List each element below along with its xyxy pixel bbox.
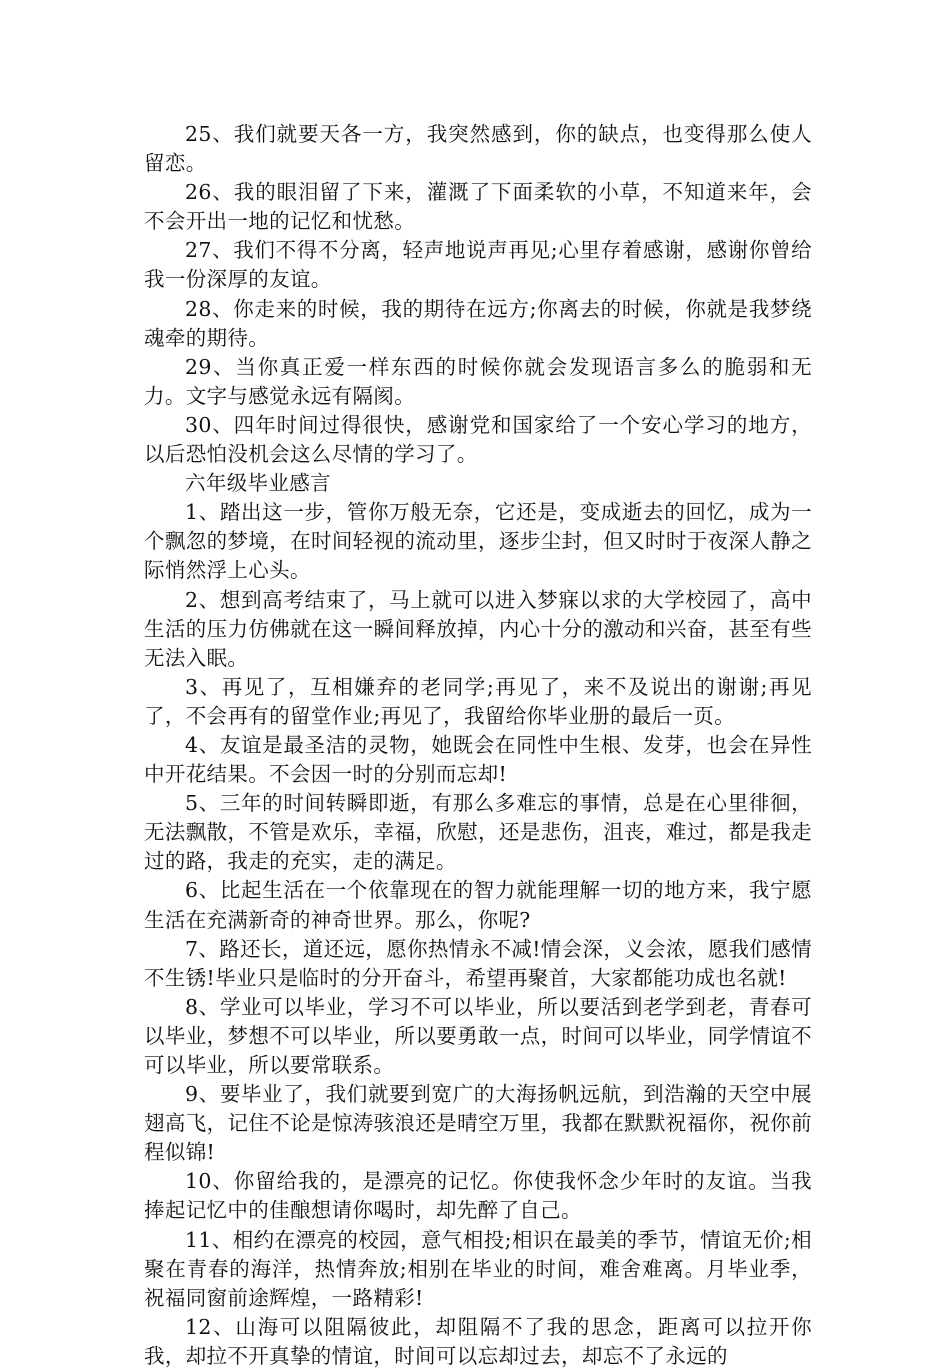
paragraph-1: 1、踏出这一步，管你万般无奈，它还是，变成逝去的回忆，成为一个飘忽的梦境，在时间轻视的流动里，逐步尘封，但又时时于夜深人静之际悄然浮上心头。	[144, 500, 812, 583]
document-page	[144, 120, 812, 1371]
paragraph-9: 9、要毕业了，我们就要到宽广的大海扬帆远航，到浩瀚的天空中展翅高飞，记住不论是惊涛骇浪还是晴空万里，我都在默默祝福你，祝你前程似锦!	[144, 1082, 812, 1165]
paragraph-10: 10、你留给我的，是漂亮的记忆。你使我怀念少年时的友谊。当我捧起记忆中的佳酿想请你喝时，却先醉了自己。	[144, 1169, 812, 1223]
paragraph-5: 5、三年的时间转瞬即逝，有那么多难忘的事情，总是在心里徘徊，无法飘散，不管是欢乐，幸福，欣慰，还是悲伤，沮丧，难过，都是我走过的路，我走的充实，走的满足。	[144, 791, 812, 874]
paragraph-8: 8、学业可以毕业，学习不可以毕业，所以要活到老学到老，青春可以毕业，梦想不可以毕业，所以要勇敢一点，时间可以毕业，同学情谊不可以毕业，所以要常联系。	[144, 994, 812, 1077]
paragraph-27: 27、我们不得不分离，轻声地说声再见;心里存着感谢，感谢你曾给我一份深厚的友谊。	[144, 238, 812, 292]
paragraph-25: 25、我们就要天各一方，我突然感到，你的缺点，也变得那么使人留恋。	[144, 122, 812, 176]
paragraph-29: 29、当你真正爱一样东西的时候你就会发现语言多么的脆弱和无力。文字与感觉永远有隔阂。	[144, 354, 812, 408]
paragraph-3: 3、再见了，互相嫌弃的老同学;再见了，来不及说出的谢谢;再见了，不会再有的留堂作业;再见了，我留给你毕业册的最后一页。	[144, 674, 812, 728]
paragraph-7: 7、路还长，道还远，愿你热情永不减!情会深，义会浓，愿我们感情不生锈!毕业只是临时的分开奋斗，希望再聚首，大家都能功成也名就!	[144, 936, 812, 990]
paragraph-28: 28、你走来的时候，我的期待在远方;你离去的时候，你就是我梦绕魂牵的期待。	[144, 296, 812, 350]
paragraph-6: 6、比起生活在一个依靠现在的智力就能理解一切的地方来，我宁愿生活在充满新奇的神奇世界。那么，你呢?	[144, 878, 812, 932]
paragraph-12: 12、山海可以阻隔彼此，却阻隔不了我的思念，距离可以拉开你我，却拉不开真挚的情谊，时间可以忘却过去，却忘不了永远的	[144, 1314, 812, 1368]
paragraph-30: 30、四年时间过得很快，感谢党和国家给了一个安心学习的地方，以后恐怕没机会这么尽情的学习了。	[144, 412, 812, 467]
paragraph-11: 11、相约在漂亮的校园，意气相投;相识在最美的季节，情谊无价;相聚在青春的海洋，热情奔放;相别在毕业的时间，难舍难离。月毕业季，祝福同窗前途辉煌，一路精彩!	[144, 1227, 812, 1310]
paragraph-26: 26、我的眼泪留了下来，灌溉了下面柔软的小草，不知道来年，会不会开出一地的记忆和忧愁。	[144, 180, 812, 234]
paragraph-4: 4、友谊是最圣洁的灵物，她既会在同性中生根、发芽，也会在异性中开花结果。不会因一时的分别而忘却!	[144, 732, 812, 787]
section-heading: 六年级毕业感言	[185, 471, 331, 496]
paragraph-2: 2、想到高考结束了，马上就可以进入梦寐以求的大学校园了，高中生活的压力仿佛就在这一瞬间释放掉，内心十分的激动和兴奋，甚至有些无法入眠。	[144, 587, 812, 670]
